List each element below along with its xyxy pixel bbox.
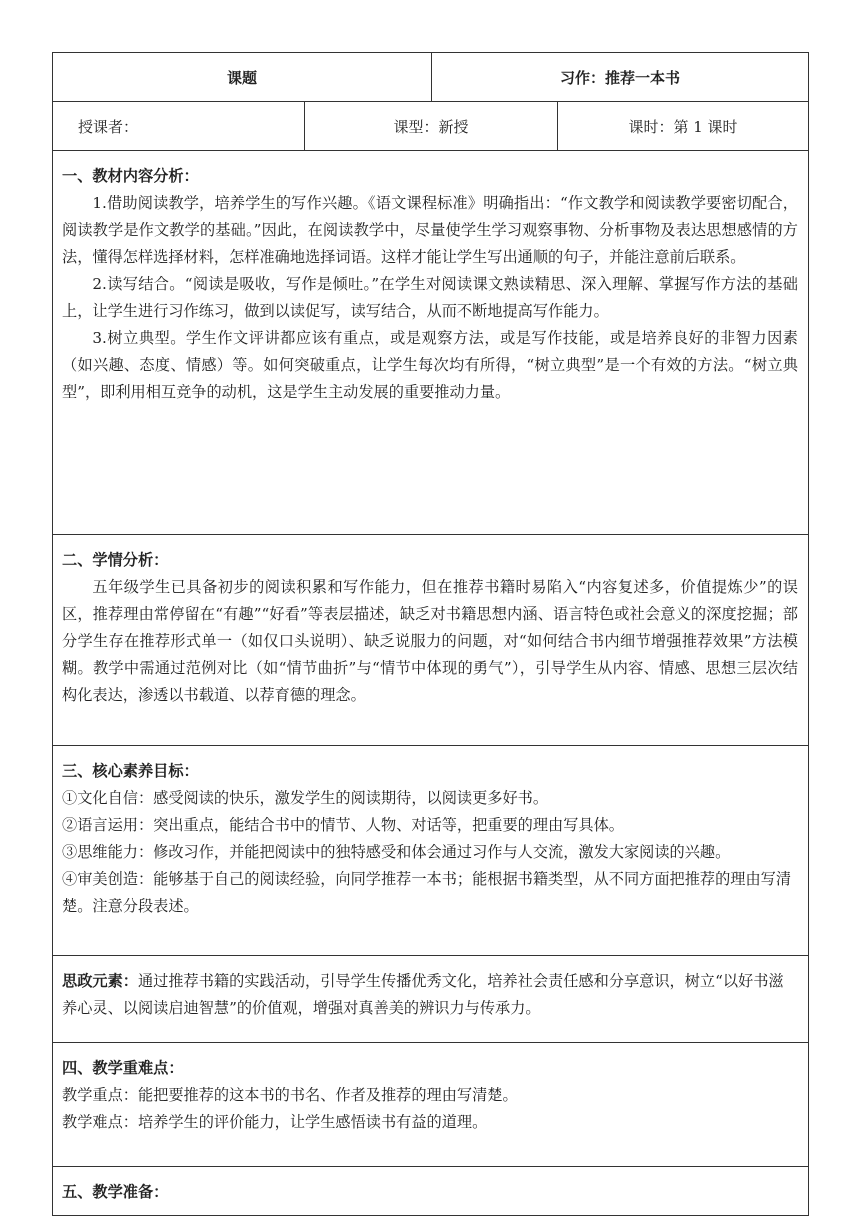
ideology-row xyxy=(53,956,808,1043)
ideology-label: 思政元素： xyxy=(62,972,138,990)
keypoint-item: 教学难点：培养学生的评价能力，让学生感悟读书有益的道理。 xyxy=(62,1113,488,1131)
goal-item: ①文化自信：感受阅读的快乐，激发学生的阅读期待，以阅读更多好书。 xyxy=(62,789,548,807)
topic-row xyxy=(53,53,808,102)
ideology-paragraph xyxy=(62,968,798,1022)
goal-item: ③思维能力：修改习作，并能把阅读中的独特感受和体会通过习作与人交流，激发大家阅读的兴趣。 xyxy=(62,843,731,861)
lesson-type: 课型：新授 xyxy=(305,102,558,150)
keypoints-row xyxy=(53,1043,808,1167)
section-title: 三、核心素养目标： xyxy=(62,762,199,780)
paragraph: 1.借助阅读教学，培养学生的写作兴趣。《语文课程标准》明确指出：“作文教学和阅读教学要密切配合，阅读教学是作文教学的基础。”因此，在阅读教学中，尽量使学生学习观察事物、分析事物及表达思想感情的方法，懂得怎样选择材料，怎样准确地选择词语。这样才能让学生写出通顺的句子，并能注意前后联系。 xyxy=(62,194,798,266)
goal-item: ④审美创造：能够基于自己的阅读经验，向同学推荐一本书；能根据书籍类型，从不同方面把推荐的理由写清楚。注意分段表述。 xyxy=(62,870,791,915)
paragraph: 五年级学生已具备初步的阅读积累和写作能力，但在推荐书籍时易陷入“内容复述多，价值提炼少”的误区，推荐理由常停留在“有趣”“好看”等表层描述，缺乏对书籍思想内涵、语言特色或社会意义的深度挖掘；部分学生存在推荐形式单一（如仅口头说明）、缺乏说服力的问题，对“如何结合书内细节增强推荐效果”方法模糊。教学中需通过范例对比（如“情节曲折”与“情节中体现的勇气”），引导学生从内容、情感、思想三层次结构化表达，渗透以书载道、以荐育德的理念。 xyxy=(62,578,798,704)
section-title: 一、教材内容分析： xyxy=(62,167,199,185)
paragraph: 2.读写结合。“阅读是吸收，写作是倾吐。”在学生对阅读课文熟读精思、深入理解、掌握写作方法的基础上，让学生进行习作练习，做到以读促写，读写结合，从而不断地提高写作能力。 xyxy=(62,275,798,320)
ideology-text: 通过推荐书籍的实践活动，引导学生传播优秀文化，培养社会责任感和分享意识，树立“以好书滋养心灵、以阅读启迪智慧”的价值观，增强对真善美的辨识力与传承力。 xyxy=(62,972,784,1017)
analysis-row xyxy=(53,151,808,535)
topic-value: 习作：推荐一本书 xyxy=(559,68,680,87)
section-title: 五、教学准备： xyxy=(62,1183,169,1201)
lesson-period: 课时：第 1 课时 xyxy=(628,117,738,136)
goals-section xyxy=(53,746,808,955)
goal-item: ②语言运用：突出重点，能结合书中的情节、人物、对话等，把重要的理由写具体。 xyxy=(62,816,624,834)
lesson-plan-table xyxy=(52,52,809,1216)
preparation-section xyxy=(53,1167,178,1215)
paragraph: 3.树立典型。学生作文评讲都应该有重点，或是观察方法，或是写作技能，或是培养良好的非智力因素（如兴趣、态度、情感）等。如何突破重点，让学生每次均有所得，“树立典型”是一个有效的方法。“树立典型”，即利用相互竞争的动机，这是学生主动发展的重要推动力量。 xyxy=(62,329,798,401)
info-row xyxy=(53,102,808,151)
keypoint-item: 教学重点：能把要推荐的这本书的书名、作者及推荐的理由写清楚。 xyxy=(62,1086,518,1104)
analysis-section xyxy=(53,151,808,534)
ideology-section xyxy=(53,956,808,1042)
learners-section xyxy=(53,535,808,745)
teacher-label: 授课者： xyxy=(53,102,305,150)
topic-label: 课题 xyxy=(53,53,432,101)
learners-row xyxy=(53,535,808,746)
goals-row xyxy=(53,746,808,956)
section-title: 四、教学重难点： xyxy=(62,1059,184,1077)
preparation-row xyxy=(53,1167,808,1215)
keypoints-section xyxy=(53,1043,528,1166)
section-title: 二、学情分析： xyxy=(62,551,169,569)
